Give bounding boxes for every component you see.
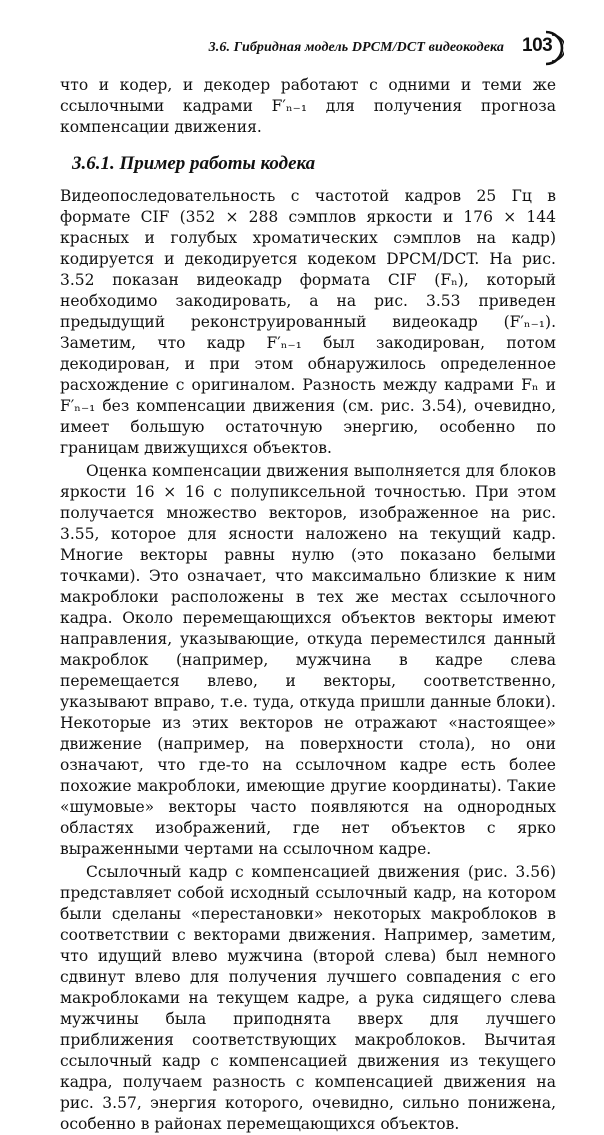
book-page: [60, 30, 556, 1135]
body-paragraph-3: Ссылочный кадр с компенсацией движения (рис. 3.56) представляет собой исходный ссылочный кадр, на котором были сделаны «перестановки» некоторых макроблоков в соответствии с векторами движения. Например, заметим, что идущий влево мужчина (второй слева) был немного сдвинут влево для получения лучшего совпадения с его макроблоками на текущем кадре, а рука сидящего слева мужчины была приподнята вверх для лучшего приближения соответствующих макроблоков. Вычитая ссылочный кадр с компенсацией движения из текущего кадра, получаем разность с компенсацией движения на рис. 3.57, энергия которого, очевидно, сильно понижена, особенно в районах перемещающихся объектов.: [60, 863, 556, 1133]
page-number: 103: [522, 35, 553, 56]
body-paragraph-1: Видеопоследовательность с частотой кадров 25 Гц в формате CIF (352 × 288 сэмплов яркости и 176 × 144 красных и голубых хроматических сэмплов на кадр) кодируется и декодируется кодеком DPCM/DCT. На рис. 3.52 показан видеокадр формата CIF (Fₙ), который необходимо закодировать, а на рис. 3.53 приведен предыдущий реконструированный видеокадр (F′ₙ₋₁). Заметим, что кадр F′ₙ₋₁ был закодирован, потом декодирован, и при этом обнаружилось определенное расхождение с оригиналом. Разность между кадрами Fₙ и F′ₙ₋₁ без компенсации движения (см. рис. 3.54), очевидно, имеет большую остаточную энергию, особенно по границам движущихся объектов.: [60, 187, 556, 457]
intro-paragraph: что и кодер, и декодер работают с одними и теми же ссылочными кадрами F′ₙ₋₁ для получения прогноза компенсации движения.: [60, 76, 556, 136]
page-number-badge: [516, 30, 564, 66]
running-header: [60, 30, 556, 70]
section-heading: 3.6.1. Пример работы кодека: [72, 153, 316, 174]
page-arc-icon: [544, 30, 564, 66]
running-title: 3.6. Гибридная модель DPCM/DCT видеокодека: [208, 40, 504, 55]
body-paragraph-2: Оценка компенсации движения выполняется для блоков яркости 16 × 16 с полупиксельной точностью. При этом получается множество векторов, изображенное на рис. 3.55, которое для ясности наложено на текущий кадр. Многие векторы равны нулю (это показано белыми точками). Это означает, что максимально близкие к ним макроблоки расположены в тех же местах ссылочного кадра. Около перемещающихся объектов векторы имеют направления, указывающие, откуда переместился данный макроблок (например, мужчина в кадре слева перемещается влево, и векторы, соответственно, указывают вправо, т.е. туда, откуда пришли данные блоки). Некоторые из этих векторов не отражают «настоящее» движение (например, на поверхности стола), но они означают, что где-то на ссылочном кадре есть более похожие макроблоки, имеющие другие координаты). Такие «шумовые» векторы часто появляются на однородных областях изображений, где нет объектов с ярко выраженными чертами на ссылочном кадре.: [60, 462, 556, 858]
